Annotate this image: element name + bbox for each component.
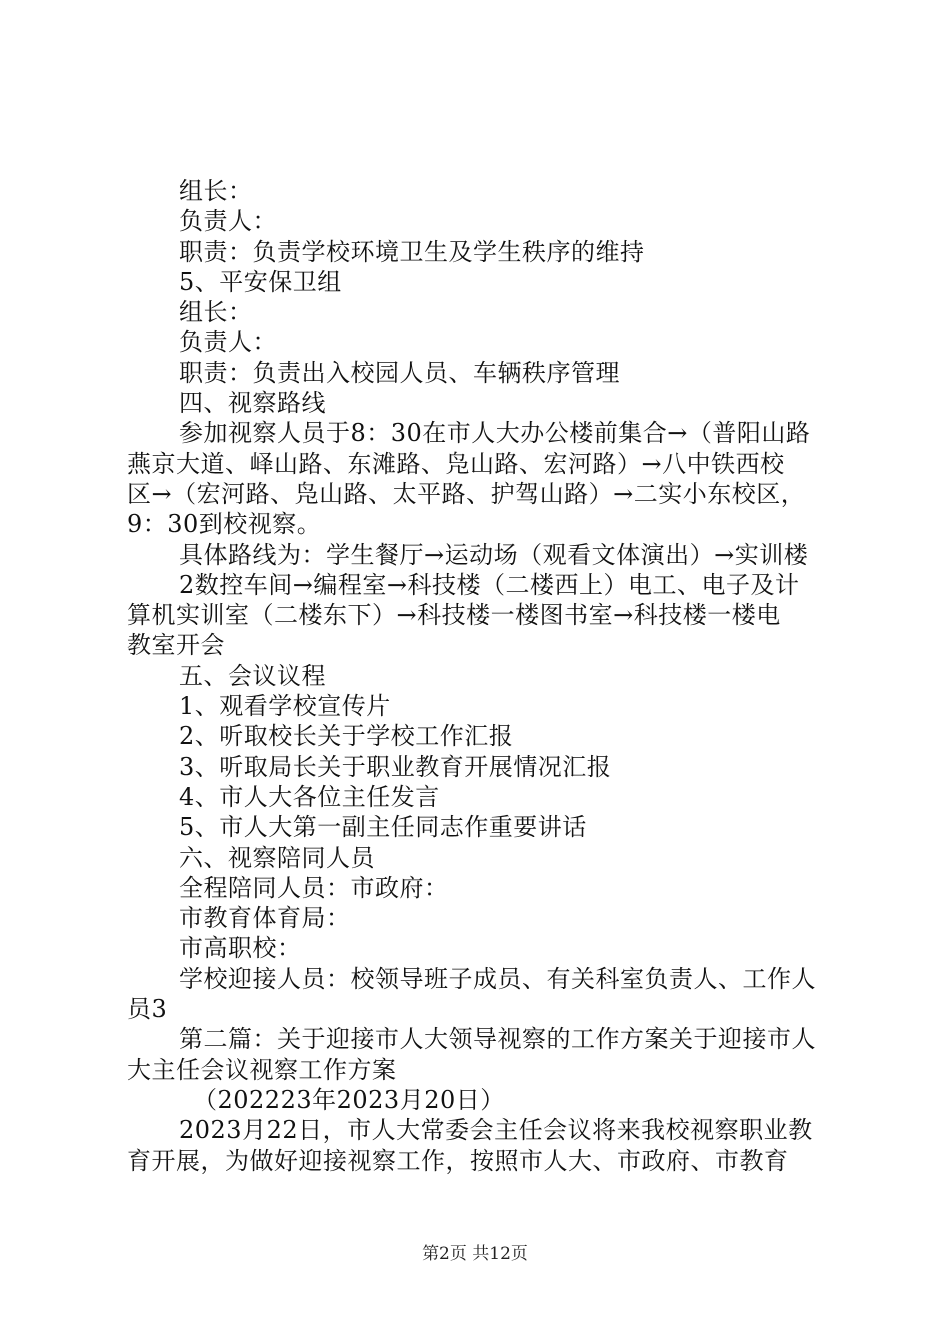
text-line: 职责：负责学校环境卫生及学生秩序的维持 bbox=[179, 237, 645, 266]
paragraph-line: 学校迎接人员：校领导班子成员、有关科室负责人、工作人 bbox=[179, 964, 816, 993]
paragraph-line: 9：30到校视察。 bbox=[127, 510, 322, 539]
page-footer: 第2页 共12页 bbox=[422, 1244, 528, 1264]
paragraph-line: 育开展，为做好迎接视察工作，按照市人大、市政府、市教育 bbox=[127, 1146, 789, 1175]
paragraph-line: 算机实训室（二楼东下）→科技楼一楼图书室→科技楼一楼电 bbox=[127, 601, 781, 630]
text-line: 市高职校： bbox=[179, 934, 302, 963]
text-line: 组长： bbox=[179, 177, 253, 205]
paragraph-line: 具体路线为：学生餐厅→运动场（观看文体演出）→实训楼 bbox=[179, 540, 809, 569]
text-line: 组长： bbox=[179, 298, 253, 327]
chapter-title: 大主任会议视察工作方案 bbox=[127, 1055, 397, 1084]
paragraph-line: 参加视察人员于8：30在市人大办公楼前集合→（普阳山路 bbox=[179, 419, 811, 448]
section-heading: 四、视察路线 bbox=[179, 389, 326, 418]
text-line: 负责人： bbox=[179, 328, 277, 357]
list-item: 1、观看学校宣传片 bbox=[179, 692, 391, 721]
list-item: 2、听取校长关于学校工作汇报 bbox=[179, 722, 514, 751]
date-line: （202223年2023月20日） bbox=[193, 1085, 505, 1114]
text-line: 职责：负责出入校园人员、车辆秩序管理 bbox=[179, 358, 620, 387]
paragraph-line: 区→（宏河路、凫山路、太平路、护驾山路）→二实小东校区， bbox=[127, 479, 806, 508]
section-heading: 六、视察陪同人员 bbox=[179, 843, 375, 872]
list-item: 3、听取局长关于职业教育开展情况汇报 bbox=[179, 752, 612, 781]
paragraph-line: 教室开会 bbox=[127, 631, 225, 660]
document-body bbox=[127, 176, 839, 1176]
paragraph-line: 2023月22日，市人大常委会主任会议将来我校视察职业教 bbox=[179, 1116, 813, 1145]
text-line: 全程陪同人员：市政府： bbox=[179, 873, 449, 902]
list-item: 5、市人大第一副主任同志作重要讲话 bbox=[179, 813, 587, 842]
text-line: 市教育体育局： bbox=[179, 904, 351, 933]
paragraph-line: 燕京大道、峄山路、东滩路、凫山路、宏河路）→八中铁西校 bbox=[127, 449, 785, 478]
section-heading: 5、平安保卫组 bbox=[179, 267, 342, 296]
text-line: 负责人： bbox=[179, 207, 277, 236]
paragraph-line: 员3 bbox=[127, 995, 168, 1024]
paragraph-line: 2数控车间→编程室→科技楼（二楼西上）电工、电子及计 bbox=[179, 570, 800, 599]
list-item: 4、市人大各位主任发言 bbox=[179, 782, 440, 811]
chapter-title: 第二篇：关于迎接市人大领导视察的工作方案关于迎接市人 bbox=[179, 1025, 816, 1054]
section-heading: 五、会议议程 bbox=[179, 661, 326, 690]
